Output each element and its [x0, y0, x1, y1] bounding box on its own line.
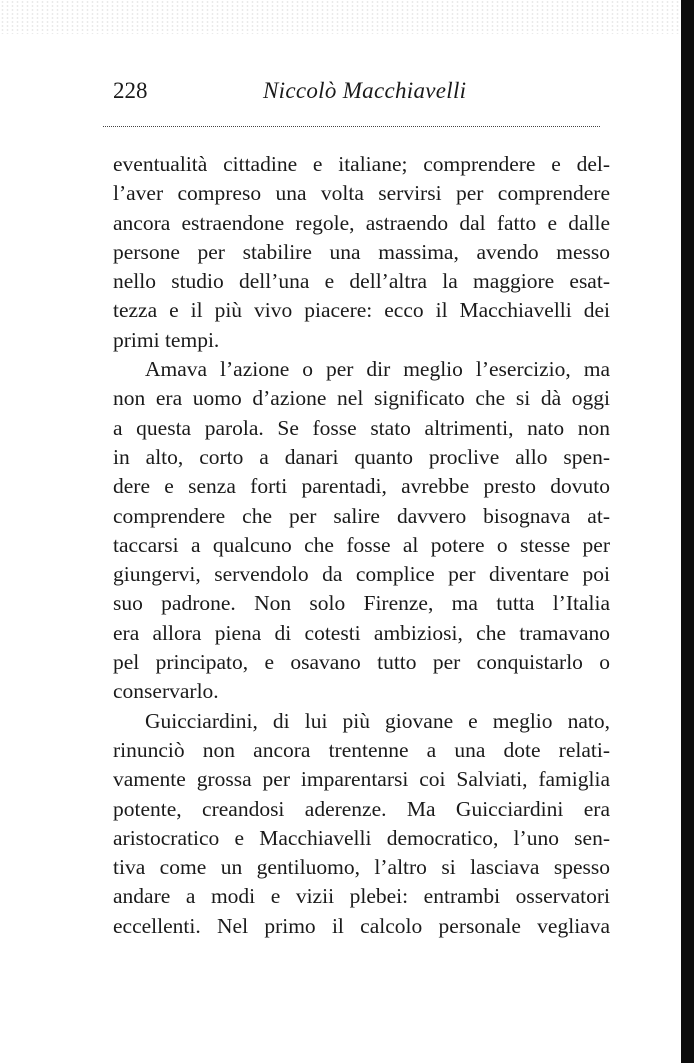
- text-line: eventualità cittadine e italiane; comprendere e del-: [113, 152, 610, 176]
- text-line: comprendere che per salire davvero bisognava at-: [113, 503, 610, 528]
- text-line: nello studio dell’una e dell’altra la maggiore esat-: [113, 269, 610, 294]
- text-line: persone per stabilire una massima, avendo messo: [113, 239, 610, 264]
- page-number: 228: [113, 78, 148, 103]
- text-line: in alto, corto a danari quanto proclive allo spen-: [113, 444, 610, 469]
- text-line: era allora piena di cotesti ambiziosi, che tramavano: [113, 620, 610, 645]
- text-line: giungervi, servendolo da complice per diventare poi: [113, 562, 610, 587]
- text-line: Guicciardini, di lui più giovane e meglio nato,: [145, 708, 610, 733]
- text-line: tiva come un gentiluomo, l’altro si lasciava spesso: [113, 855, 610, 880]
- text-line: pel principato, e osavano tutto per conquistarlo o: [113, 650, 610, 675]
- text-line: conservarlo.: [113, 679, 219, 704]
- text-line: andare a modi e vizii plebei: entrambi osservatori: [113, 884, 610, 909]
- text-line: a questa parola. Se fosse stato altrimenti, nato non: [113, 415, 610, 440]
- text-line: eccellenti. Nel primo il calcolo personale vegliava: [113, 913, 610, 938]
- text-line: ancora estraendone regole, astraendo dal fatto e dalle: [113, 210, 610, 235]
- text-line: vamente grossa per imparentarsi coi Salviati, famiglia: [113, 767, 610, 792]
- page-header: [113, 78, 610, 108]
- running-title: Niccolò Macchiavelli: [263, 78, 467, 103]
- text-line: non era uomo d’azione nel significato che si dà oggi: [113, 386, 610, 411]
- header-rule: [103, 126, 600, 127]
- text-line: taccarsi a qualcuno che fosse al potere o stesse per: [113, 532, 610, 557]
- text-line: aristocratico e Macchiavelli democratico, l’uno sen-: [113, 825, 610, 850]
- text-line: tezza e il più vivo piacere: ecco il Macchiavelli dei: [113, 298, 610, 323]
- text-line: Amava l’azione o per dir meglio l’esercizio, ma: [145, 357, 610, 382]
- scan-edge-shadow: [681, 0, 694, 1063]
- text-line: potente, creandosi aderenze. Ma Guicciardini era: [113, 796, 610, 821]
- scan-noise: [0, 0, 680, 34]
- text-line: rinunciò non ancora trentenne a una dote relati-: [113, 737, 610, 762]
- text-line: suo padrone. Non solo Firenze, ma tutta l’Italia: [113, 591, 610, 616]
- text-line: l’aver compreso una volta servirsi per comprendere: [113, 181, 610, 206]
- text-line: dere e senza forti parentadi, avrebbe presto dovuto: [113, 474, 610, 499]
- body-text: [113, 150, 610, 941]
- text-line: primi tempi.: [113, 327, 220, 352]
